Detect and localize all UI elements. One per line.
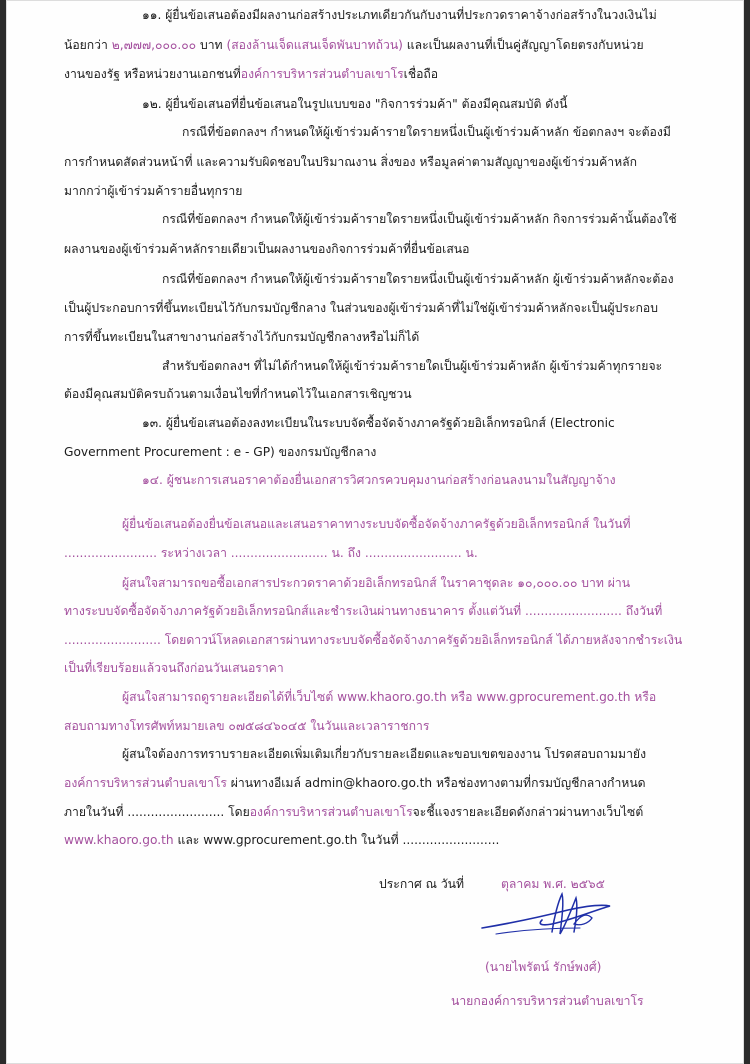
clause-11-line-3 (64, 66, 438, 82)
clause-11-l3-end: เชื่อถือ (403, 67, 439, 81)
purchase-line-3: ......................... โดยดาวน์โหลดเอกสารผ่านทางระบบจัดซื้อจัดจ้างภาครัฐด้วยอิเล็กทรอนิกส์ ได้ภายหลังจากชำระเงิน (64, 633, 683, 647)
clause-12-p3-line-1: กรณีที่ข้อตกลงฯ กำหนดให้ผู้เข้าร่วมค้ารายใดรายหนึ่งเป็นผู้เข้าร่วมค้าหลัก ผู้เข้าร่วมค้าหลักจะต้อง (162, 272, 674, 286)
announce-date: ตุลาคม พ.ศ. ๒๕๖๕ (501, 877, 605, 891)
clause-13-line-1: ๑๓. ผู้ยื่นข้อเสนอต้องลงทะเบียนในระบบจัดซื้อจัดจ้างภาครัฐด้วยอิเล็กทรอนิกส์ (Electronic (142, 416, 615, 430)
clause-12-p1-line-2: การกำหนดสัดส่วนหน้าที่ และความรับผิดชอบในปริมาณงาน สิ่งของ หรือมูลค่าตามสัญญาของผู้เข้าร่วมค้าหลัก (64, 155, 638, 169)
clause-11-prefix: น้อยกว่า (64, 38, 112, 52)
clause-11-line-1: ๑๑. ผู้ยื่นข้อเสนอต้องมีผลงานก่อสร้างประเภทเดียวกันกับงานที่ประกวดราคาจ้างก่อสร้างในวงเงินไม่ (142, 8, 657, 22)
clause-12-p1-line-1: กรณีที่ข้อตกลงฯ กำหนดให้ผู้เข้าร่วมค้ารายใดรายหนึ่งเป็นผู้เข้าร่วมค้าหลัก ข้อตกลงฯ จะต้องมี (182, 125, 671, 139)
info-org-name-2: องค์การบริหารส่วนตำบลเขาโร (249, 805, 413, 819)
min-value-words: (สองล้านเจ็ดแสนเจ็ดพันบาทถ้วน) (226, 38, 403, 52)
website-line-1: ผู้สนใจสามารถดูรายละเอียดได้ที่เว็บไซต์ www.khaoro.go.th หรือ www.gprocurement.go.th หรือ (122, 690, 657, 704)
clause-12-p1-line-3: มากกว่าผู้เข้าร่วมค้ารายอื่นทุกราย (64, 184, 243, 198)
info-l4-end: และ www.gprocurement.go.th ในวันที่ ......................... (173, 833, 500, 847)
info-line-3 (64, 804, 643, 820)
baht-label: บาท (196, 38, 227, 52)
clause-11-suffix: และเป็นผลงานที่เป็นคู่สัญญาโดยตรงกับหน่วย (402, 38, 644, 52)
clause-12-p3-line-2: เป็นผู้ประกอบการที่ขึ้นทะเบียนไว้กับกรมบัญชีกลาง ในส่วนของผู้เข้าร่วมค้าที่ไม่ใช่ผู้เข้าร่วมค้าหลักจะเป็นผู้ประกอบ (64, 301, 658, 315)
purchase-line-4: เป็นที่เรียบร้อยแล้วจนถึงก่อนวันเสนอราคา (64, 661, 284, 675)
info-line-1: ผู้สนใจต้องการทราบรายละเอียดเพิ่มเติมเกี่ยวกับรายละเอียดและขอบเขตของงาน โปรดสอบถามมายัง (122, 747, 647, 761)
purchase-line-1: ผู้สนใจสามารถขอซื้อเอกสารประกวดราคาด้วยอิเล็กทรอนิกส์ ในราคาชุดละ ๑๐,๐๐๐.๐๐ บาท ผ่าน (122, 576, 631, 590)
min-value-amount: ๒,๗๗๗,๐๐๐.๐๐ (111, 38, 197, 52)
submission-line-1: ผู้ยื่นข้อเสนอต้องยื่นข้อเสนอและเสนอราคาทางระบบจัดซื้อจัดจ้างภาครัฐด้วยอิเล็กทรอนิกส์ ในวันที่ (122, 517, 631, 531)
clause-14-line: ๑๔. ผู้ชนะการเสนอราคาต้องยื่นเอกสารวิศวกรควบคุมงานก่อสร้างก่อนลงนามในสัญญาจ้าง (142, 473, 616, 487)
clause-12-heading: ๑๒. ผู้ยื่นข้อเสนอที่ยื่นข้อเสนอในรูปแบบของ "กิจการร่วมค้า" ต้องมีคุณสมบัติ ดังนี้ (142, 97, 568, 111)
signer-name: (นายไพรัตน์ รักษ์พงศ์) (485, 960, 602, 974)
info-line-2 (64, 775, 646, 791)
info-website-link: www.khaoro.go.th (64, 833, 174, 847)
clause-13-line-2: Government Procurement : e - GP) ของกรมบัญชีกลาง (64, 445, 377, 459)
info-l3-end: จะชี้แจงรายละเอียดดังกล่าวผ่านทางเว็บไซต์ (412, 805, 644, 819)
info-org-name: องค์การบริหารส่วนตำบลเขาโร (64, 776, 227, 790)
clause-12-p4-line-2: ต้องมีคุณสมบัติครบถ้วนตามเงื่อนไขที่กำหนดไว้ในเอกสารเชิญชวน (64, 387, 412, 401)
org-name: องค์การบริหารส่วนตำบลเขาโร (240, 67, 404, 81)
clause-12-p3-line-3: การที่ขึ้นทะเบียนในสาขางานก่อสร้างไว้กับกรมบัญชีกลางหรือไม่ก็ได้ (64, 330, 420, 344)
info-email-text: ผ่านทางอีเมล์ admin@khaoro.go.th หรือช่องทางตามที่กรมบัญชีกลางกำหนด (226, 776, 646, 790)
clause-11-line-2 (64, 37, 644, 53)
website-line-2: สอบถามทางโทรศัพท์หมายเลข ๐๗๕๘๔๖๐๔๕ ในวันและเวลาราชการ (64, 719, 430, 733)
document-page (6, 0, 744, 1064)
info-l3-start: ภายในวันที่ ......................... โดย (64, 805, 250, 819)
signature-image (476, 888, 616, 948)
clause-12-p2-line-1: กรณีที่ข้อตกลงฯ กำหนดให้ผู้เข้าร่วมค้ารายใดรายหนึ่งเป็นผู้เข้าร่วมค้าหลัก กิจการร่วมค้านั้นต้องใช้ (162, 212, 677, 226)
clause-11-l3-text: งานของรัฐ หรือหน่วยงานเอกชนที่ (64, 67, 241, 81)
clause-12-p2-line-2: ผลงานของผู้เข้าร่วมค้าหลักรายเดียวเป็นผลงานของกิจการร่วมค้าที่ยื่นข้อเสนอ (64, 242, 470, 256)
info-line-4 (64, 832, 499, 848)
announce-label: ประกาศ ณ วันที่ (379, 877, 465, 891)
purchase-line-2: ทางระบบจัดซื้อจัดจ้างภาครัฐด้วยอิเล็กทรอนิกส์และชำระเงินผ่านทางธนาคาร ตั้งแต่วันที่ ......................... ถึงวันที่ (64, 604, 663, 618)
clause-12-p4-line-1: สำหรับข้อตกลงฯ ที่ไม่ได้กำหนดให้ผู้เข้าร่วมค้ารายใดเป็นผู้เข้าร่วมค้าหลัก ผู้เข้าร่วมค้าทุกรายจะ (162, 359, 663, 373)
submission-line-2: ........................ ระหว่างเวลา ......................... น. ถึง ......................... น. (64, 546, 478, 560)
signer-title: นายกองค์การบริหารส่วนตำบลเขาโร (451, 994, 644, 1008)
